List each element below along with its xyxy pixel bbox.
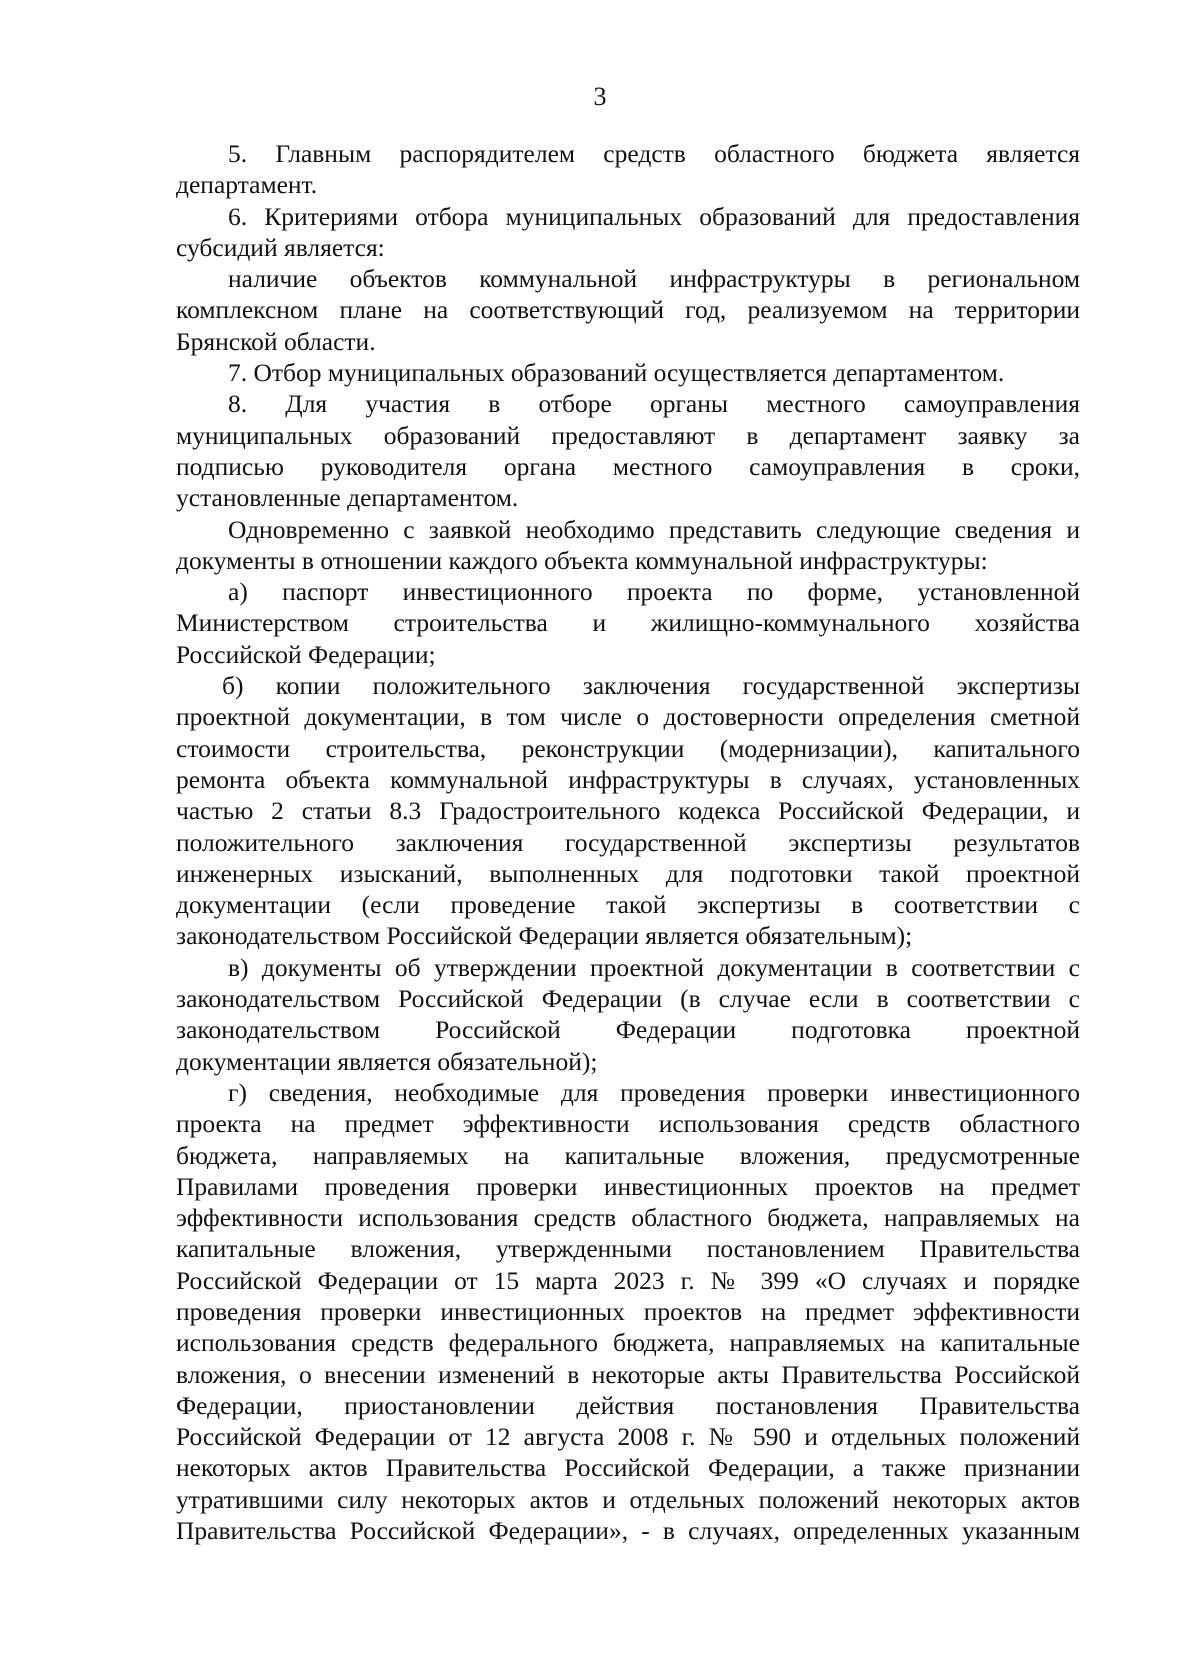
paragraph-line: установленные департаментом. — [176, 483, 519, 513]
paragraph-line: муниципальных образований предоставляют в департамент заявку за — [176, 420, 1080, 450]
paragraph-line: в) документы об утверждении проектной документации в соответствии с — [228, 952, 1080, 982]
paragraph-line: субсидий является: — [176, 232, 385, 262]
paragraph-line: подписью руководителя органа местного самоуправления в сроки, — [176, 451, 1080, 481]
paragraph-line: положительного заключения государственной экспертизы результатов — [176, 827, 1080, 857]
paragraph-line: Российской Федерации от 15 марта 2023 г. № 399 «О случаях и порядке — [176, 1265, 1080, 1295]
paragraph-line: проектной документации, в том числе о достоверности определения сметной — [176, 702, 1080, 732]
paragraph-line: частью 2 статьи 8.3 Градостроительного кодекса Российской Федерации, и — [176, 796, 1080, 826]
paragraph-line: Российской Федерации от 12 августа 2008 г. № 590 и отдельных положений — [176, 1422, 1080, 1452]
paragraph-line: документации (если проведение такой экспертизы в соответствии с — [176, 890, 1080, 920]
paragraph-line: 6. Критериями отбора муниципальных образований для предоставления — [228, 201, 1080, 231]
paragraph-line: законодательством Российской Федерации (в случае если в соответствии с — [176, 984, 1080, 1014]
paragraph-line: инженерных изысканий, выполненных для подготовки такой проектной — [176, 858, 1080, 888]
paragraph-line: документации является обязательной); — [176, 1046, 598, 1076]
paragraph-line: законодательством Российской Федерации подготовка проектной — [176, 1015, 1080, 1045]
paragraph-line: Правилами проведения проверки инвестиционных проектов на предмет — [176, 1171, 1080, 1201]
paragraph-line: Брянской области. — [176, 326, 376, 356]
paragraph-line: а) паспорт инвестиционного проекта по форме, установленной — [228, 577, 1080, 607]
paragraph-line: стоимости строительства, реконструкции (модернизации), капитального — [176, 733, 1080, 763]
paragraph-line: наличие объектов коммунальной инфраструктуры в региональном — [228, 264, 1080, 294]
paragraph-line: 8. Для участия в отборе органы местного самоуправления — [228, 389, 1080, 419]
paragraph-line: Федерации, приостановлении действия постановления Правительства — [176, 1390, 1080, 1420]
paragraph-line: 7. Отбор муниципальных образований осуществляется департаментом. — [228, 358, 1005, 388]
paragraph-line: ремонта объекта коммунальной инфраструктуры в случаях, установленных — [176, 764, 1080, 794]
paragraph-line: законодательством Российской Федерации является обязательным); — [176, 921, 913, 951]
paragraph-line: б) копии положительного заключения государственной экспертизы — [222, 671, 1080, 701]
paragraph-line: Российской Федерации; — [176, 639, 436, 669]
paragraph-line: некоторых актов Правительства Российской Федерации, а также признании — [176, 1453, 1080, 1483]
paragraph-line: Правительства Российской Федерации», - в случаях, определенных указанным — [176, 1516, 1080, 1546]
paragraph-line: 5. Главным распорядителем средств областного бюджета является — [228, 139, 1080, 168]
paragraph-line: эффективности использования средств областного бюджета, направляемых на — [176, 1203, 1080, 1233]
paragraph-line: проекта на предмет эффективности использования средств областного — [176, 1109, 1080, 1139]
document-body — [176, 138, 1080, 1546]
paragraph-line: комплексном плане на соответствующий год, реализуемом на территории — [176, 295, 1080, 325]
paragraph-line: бюджета, направляемых на капитальные вложения, предусмотренные — [176, 1140, 1080, 1170]
paragraph-line: использования средств федерального бюджета, направляемых на капитальные — [176, 1328, 1080, 1358]
paragraph-line: проведения проверки инвестиционных проектов на предмет эффективности — [176, 1296, 1080, 1326]
paragraph-line: вложения, о внесении изменений в некоторые акты Правительства Российской — [176, 1359, 1080, 1389]
paragraph-line: капитальные вложения, утвержденными постановлением Правительства — [176, 1234, 1080, 1264]
page-number: 3 — [593, 82, 607, 111]
paragraph-line: департамент. — [176, 170, 318, 200]
paragraph-line: г) сведения, необходимые для проведения проверки инвестиционного — [228, 1077, 1080, 1107]
paragraph-line: Министерством строительства и жилищно-коммунального хозяйства — [176, 608, 1080, 638]
paragraph-line: документы в отношении каждого объекта коммунальной инфраструктуры: — [176, 545, 988, 575]
paragraph-line: утратившими силу некоторых актов и отдельных положений некоторых актов — [176, 1484, 1080, 1514]
paragraph-line: Одновременно с заявкой необходимо представить следующие сведения и — [228, 514, 1080, 544]
